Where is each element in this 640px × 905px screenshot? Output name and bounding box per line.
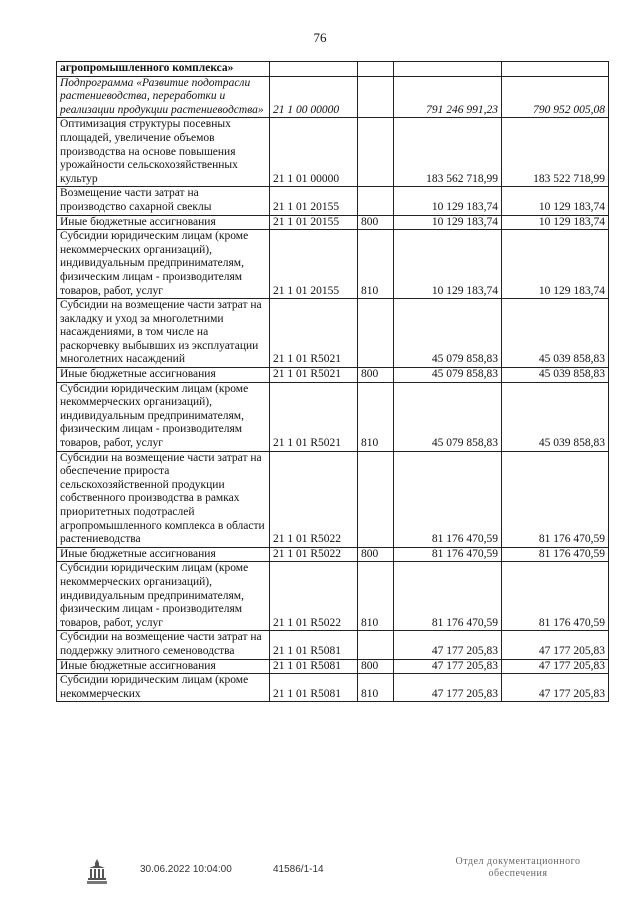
row-name-cell: Оптимизация структуры посевных площадей, увеличение объемов производства на основе повышения урожайности сельскохозяйственных культур	[57, 118, 270, 187]
table-row	[57, 76, 609, 118]
row-vr-cell: 800	[358, 659, 394, 674]
row-vr-cell	[358, 62, 394, 77]
row-name-cell: Субсидии юридическим лицам (кроме некоммерческих организаций), индивидуальным предпринимателям, физическим лицам - производителям товаров, работ, услуг	[57, 382, 270, 451]
row-code-cell: 21 1 01 R5081	[270, 631, 358, 659]
row-vr-cell	[358, 451, 394, 547]
row-name-cell: Возмещение части затрат на производство сахарной свеклы	[57, 187, 270, 215]
row-vr-cell: 810	[358, 382, 394, 451]
table-row	[57, 382, 609, 451]
row-name-cell: Субсидии на возмещение части затрат на обеспечение прироста сельскохозяйственной продукции собственного производства в рамках приоритетных подотраслей агропромышленного комплекса в области растениеводства	[57, 451, 270, 547]
row-code-cell: 21 1 01 R5022	[270, 547, 358, 562]
row-vr-cell: 810	[358, 562, 394, 631]
row-sum-2023-cell: 47 177 205,83	[502, 674, 609, 702]
row-vr-cell	[358, 631, 394, 659]
row-name-cell: Субсидии юридическим лицам (кроме некоммерческих организаций), индивидуальным предпринимателям, физическим лицам - производителям товаров, работ, услуг	[57, 230, 270, 299]
row-vr-cell: 800	[358, 215, 394, 230]
row-sum-2023-cell	[502, 62, 609, 77]
row-sum-2022-cell: 10 129 183,74	[394, 215, 502, 230]
row-vr-cell	[358, 299, 394, 368]
row-sum-2023-cell: 47 177 205,83	[502, 659, 609, 674]
table-row	[57, 368, 609, 383]
row-name-cell: агропромышленного комплекса»	[57, 62, 270, 77]
row-sum-2022-cell: 81 176 470,59	[394, 547, 502, 562]
table-row	[57, 187, 609, 215]
table-row	[57, 118, 609, 187]
table-row	[57, 674, 609, 702]
row-sum-2023-cell: 47 177 205,83	[502, 631, 609, 659]
row-sum-2023-cell: 10 129 183,74	[502, 230, 609, 299]
row-sum-2022-cell: 183 562 718,99	[394, 118, 502, 187]
department-line-1: Отдел документационного	[455, 856, 581, 867]
row-vr-cell: 800	[358, 368, 394, 383]
row-sum-2022-cell: 45 079 858,83	[394, 299, 502, 368]
duma-emblem-icon	[86, 858, 108, 886]
page-number: 76	[313, 30, 327, 45]
department-line-2: обеспечения	[488, 868, 548, 879]
row-sum-2022-cell: 45 079 858,83	[394, 382, 502, 451]
row-vr-cell: 810	[358, 230, 394, 299]
row-sum-2023-cell: 81 176 470,59	[502, 547, 609, 562]
table-row	[57, 547, 609, 562]
row-sum-2023-cell: 81 176 470,59	[502, 562, 609, 631]
row-vr-cell	[358, 118, 394, 187]
row-sum-2023-cell: 790 952 005,08	[502, 76, 609, 118]
row-sum-2022-cell: 47 177 205,83	[394, 631, 502, 659]
row-name-cell: Иные бюджетные ассигнования	[57, 368, 270, 383]
row-vr-cell	[358, 76, 394, 118]
registration-date: 30.06.2022 10:04:00	[140, 864, 232, 875]
row-sum-2022-cell: 791 246 991,23	[394, 76, 502, 118]
row-sum-2022-cell: 81 176 470,59	[394, 562, 502, 631]
row-code-cell: 21 1 01 20155	[270, 215, 358, 230]
row-sum-2023-cell: 45 039 858,83	[502, 368, 609, 383]
row-name-cell: Субсидии юридическим лицам (кроме некоммерческих	[57, 674, 270, 702]
row-vr-cell	[358, 187, 394, 215]
footer	[0, 856, 640, 896]
row-name-cell: Иные бюджетные ассигнования	[57, 215, 270, 230]
row-sum-2022-cell	[394, 62, 502, 77]
row-code-cell: 21 1 01 R5021	[270, 299, 358, 368]
budget-table	[56, 61, 609, 702]
row-code-cell: 21 1 01 R5081	[270, 674, 358, 702]
row-sum-2023-cell: 10 129 183,74	[502, 187, 609, 215]
row-sum-2023-cell: 183 522 718,99	[502, 118, 609, 187]
row-sum-2023-cell: 81 176 470,59	[502, 451, 609, 547]
row-sum-2023-cell: 10 129 183,74	[502, 215, 609, 230]
row-vr-cell: 810	[358, 674, 394, 702]
row-sum-2022-cell: 47 177 205,83	[394, 659, 502, 674]
row-code-cell: 21 1 01 20155	[270, 187, 358, 215]
table-row	[57, 62, 609, 77]
row-sum-2023-cell: 45 039 858,83	[502, 299, 609, 368]
row-code-cell: 21 1 01 20155	[270, 230, 358, 299]
table-row	[57, 230, 609, 299]
row-name-cell: Иные бюджетные ассигнования	[57, 547, 270, 562]
row-code-cell: 21 1 00 00000	[270, 76, 358, 118]
row-vr-cell: 800	[358, 547, 394, 562]
row-sum-2022-cell: 81 176 470,59	[394, 451, 502, 547]
row-code-cell: 21 1 01 R5081	[270, 659, 358, 674]
row-code-cell	[270, 62, 358, 77]
row-sum-2022-cell: 45 079 858,83	[394, 368, 502, 383]
row-code-cell: 21 1 01 00000	[270, 118, 358, 187]
row-name-cell: Субсидии юридическим лицам (кроме некоммерческих организаций), индивидуальным предпринимателям, физическим лицам - производителям товаров, работ, услуг	[57, 562, 270, 631]
table-row	[57, 215, 609, 230]
row-code-cell: 21 1 01 R5022	[270, 562, 358, 631]
row-name-cell: Иные бюджетные ассигнования	[57, 659, 270, 674]
row-name-cell: Субсидии на возмещение части затрат на поддержку элитного семеноводства	[57, 631, 270, 659]
row-name-cell: Субсидии на возмещение части затрат на закладку и уход за многолетними насаждениями, в том числе на раскорчевку выбывших из эксплуатации многолетних насаждений	[57, 299, 270, 368]
row-name-cell: Подпрограмма «Развитие подотрасли растениеводства, переработки и реализации продукции растениеводства»	[57, 76, 270, 118]
table-row	[57, 659, 609, 674]
table-row	[57, 451, 609, 547]
row-code-cell: 21 1 01 R5021	[270, 368, 358, 383]
table-row	[57, 631, 609, 659]
row-code-cell: 21 1 01 R5021	[270, 382, 358, 451]
row-sum-2022-cell: 10 129 183,74	[394, 230, 502, 299]
registration-number: 41586/1-14	[273, 864, 324, 875]
table-row	[57, 562, 609, 631]
row-sum-2023-cell: 45 039 858,83	[502, 382, 609, 451]
row-code-cell: 21 1 01 R5022	[270, 451, 358, 547]
table-row	[57, 299, 609, 368]
row-sum-2022-cell: 10 129 183,74	[394, 187, 502, 215]
row-sum-2022-cell: 47 177 205,83	[394, 674, 502, 702]
department-stamp	[438, 856, 598, 880]
